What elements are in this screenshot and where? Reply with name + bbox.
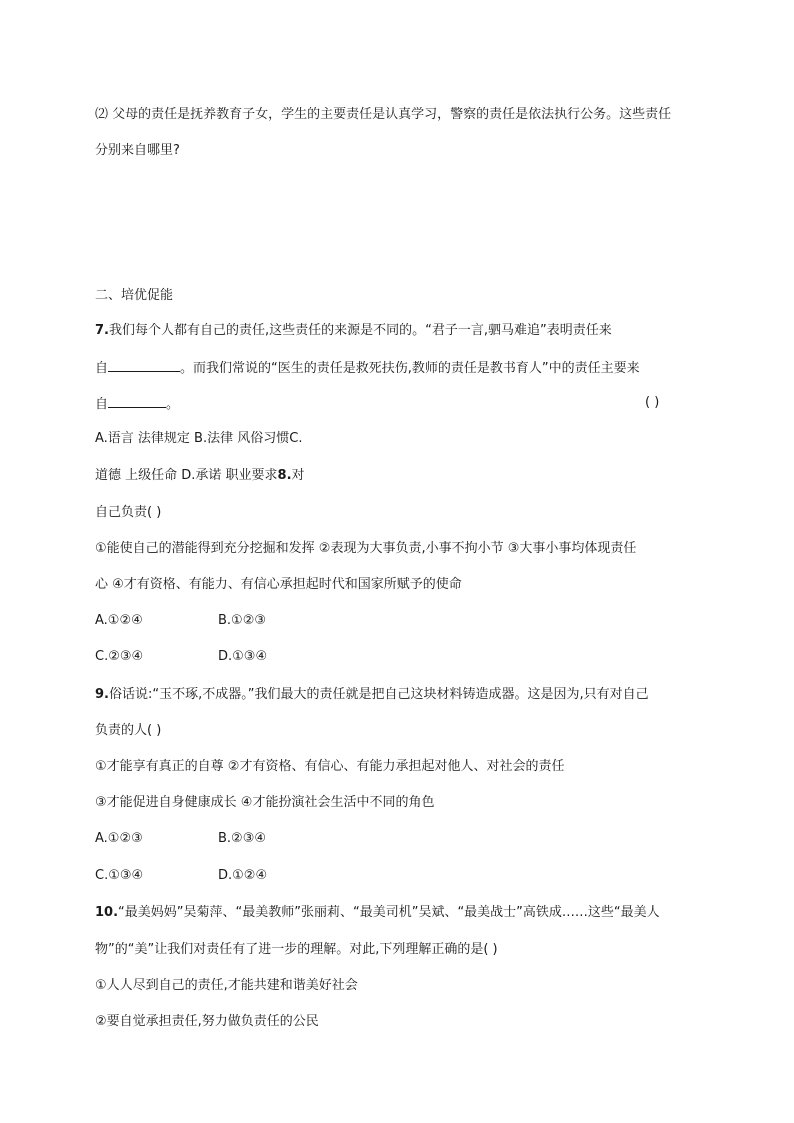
- q7-line2-post: 。而我们常说的“医生的责任是救死扶伤,教师的责任是教书育人”中的责任主要来: [180, 361, 640, 376]
- q8-option-c[interactable]: C.②③④: [95, 649, 144, 664]
- q8-option-b[interactable]: B.①②③: [218, 613, 267, 628]
- q9-text1: 俗话说:“玉不琢,不成器。”我们最大的责任就是把自己这块材料铸造成器。这是因为,只有对自己: [108, 687, 649, 702]
- q10-text1: “最美妈妈”吴菊萍、“最美教师”张丽莉、“最美司机”吴斌、“最美战士”高铁成……这些“最美人: [118, 905, 660, 920]
- q9-option-d[interactable]: D.①②④: [218, 868, 268, 883]
- q7-blank1[interactable]: [108, 358, 180, 372]
- q8-line2: 自己负责( ): [95, 505, 162, 520]
- q10-number: 10.: [95, 905, 119, 920]
- q6-part2-line2: 分别来自哪里?: [95, 143, 180, 158]
- q9-line2: 负责的人( ): [95, 723, 162, 738]
- q7-line3-pre: 自: [95, 397, 109, 412]
- q8-option-d[interactable]: D.①③④: [218, 649, 268, 664]
- q7-number: 7.: [95, 323, 109, 338]
- section-title: 二、培优促能: [95, 288, 174, 303]
- q8-number: 8.: [277, 468, 292, 483]
- q9-statements-line1: ①才能享有真正的自尊 ②才有资格、有信心、有能力承担起对他人、对社会的责任: [95, 759, 565, 774]
- q7-options-line2: [95, 467, 305, 485]
- q10-statements-line2: ②要自觉承担责任,努力做负责任的公民: [95, 1014, 319, 1029]
- q8-option-a[interactable]: A.①②④: [95, 613, 143, 628]
- q7-options-line1: A.语言 法律规定 B.法律 风俗习惯C.: [95, 431, 303, 446]
- q6-part2-line1: ⑵ 父母的责任是抚养教育子女，学生的主要责任是认真学习，警察的责任是依法执行公务。这些责任: [95, 107, 672, 122]
- q9-option-a[interactable]: A.①②③: [95, 831, 143, 846]
- q8-statements-line1: ①能使自己的潜能得到充分挖掘和发挥 ②表现为大事负责,小事不拘小节 ③大事小事均体现责任: [95, 541, 637, 556]
- q7-line1: [95, 322, 612, 340]
- q7-line2: [95, 358, 640, 378]
- q10-line2: 物”的“美”让我们对责任有了进一步的理解。对此,下列理解正确的是( ): [95, 942, 498, 957]
- q8-start: 对: [291, 468, 305, 483]
- q8-statements-line2: 心 ④才有资格、有能力、有信心承担起时代和国家所赋予的使命: [95, 577, 462, 592]
- q9-option-c[interactable]: C.①③④: [95, 868, 144, 883]
- q7-text1: 我们每个人都有自己的责任,这些责任的来源是不同的。“君子一言,驷马难追”表明责任来: [108, 323, 612, 338]
- q7-line2-pre: 自: [95, 361, 109, 376]
- q7-line3-post: 。: [166, 397, 180, 412]
- q9-line1: [95, 686, 649, 704]
- q9-option-b[interactable]: B.②③④: [218, 831, 267, 846]
- q9-number: 9.: [95, 687, 109, 702]
- q10-line1: [95, 904, 660, 922]
- q10-statements-line1: ①人人尽到自己的责任,才能共建和谐美好社会: [95, 978, 358, 993]
- q7-options-line2-text: 道德 上级任命 D.承诺 职业要求: [95, 468, 278, 483]
- q9-statements-line2: ③才能促进自身健康成长 ④才能扮演社会生活中不同的角色: [95, 795, 435, 810]
- q7-answer-paren[interactable]: ( ): [645, 395, 660, 410]
- q7-line3: [95, 394, 179, 414]
- q7-blank2[interactable]: [108, 394, 166, 408]
